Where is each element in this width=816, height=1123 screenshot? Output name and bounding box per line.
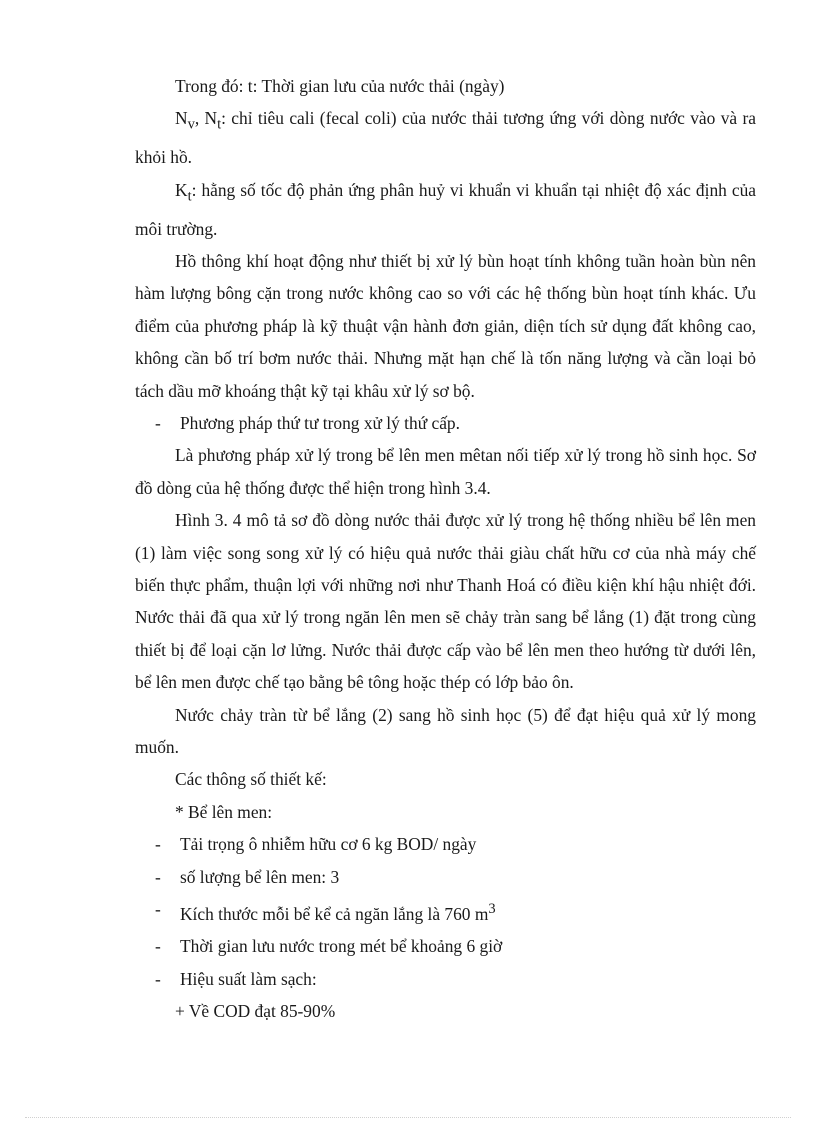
document-body <box>135 70 756 1028</box>
text: : hằng số tốc độ phản ứng phân huỷ vi khuẩn vi khuẩn tại nhiệt độ xác định của môi trường. <box>135 179 756 239</box>
line-where-t <box>135 70 756 102</box>
bullet-dash: - <box>155 936 161 957</box>
paragraph-aerated-lagoon: Hồ thông khí hoạt động như thiết bị xử lý bùn hoạt tính không tuần hoàn bùn nên hàm lượng bông cặn trong nước không cao so với các hệ thống bùn hoạt tính khác. Ưu điểm của phương pháp là kỹ thuật vận hành đơn giản, diện tích sử dụng đất không cao, không cần bố trí bơm nước thải. Nhưng mặt hạn chế là tốn năng lượng và cần loại bỏ tách dầu mỡ khoáng thật kỹ tại khâu xử lý sơ bộ. <box>135 250 756 401</box>
subscript: t <box>187 188 192 205</box>
bullet-item <box>135 828 756 860</box>
superscript: 3 <box>488 901 496 918</box>
page-bottom-divider <box>25 1117 791 1118</box>
bullet-dash: - <box>155 968 161 989</box>
bullet-item <box>135 930 756 962</box>
bullet-item <box>135 893 756 930</box>
cod-efficiency-line: + Về COD đạt 85-90% <box>175 1001 336 1022</box>
design-params-heading: Các thông số thiết kế: <box>175 769 327 790</box>
paragraph-methane-fermentation: Là phương pháp xử lý trong bể lên men mêtan nối tiếp xử lý trong hồ sinh học. Sơ đồ dòng của hệ thống được thể hiện trong hình 3.4. <box>135 445 756 498</box>
bullet-text: số lượng bể lên men: 3 <box>180 866 340 887</box>
bullet-text: Kích thước mỗi bể kể cả ngăn lắng là 760 m <box>180 903 489 924</box>
paragraph-overflow: Nước chảy tràn từ bể lắng (2) sang hồ sinh học (5) để đạt hiệu quả xử lý mong muốn. <box>135 704 756 758</box>
text: , N <box>194 108 218 129</box>
line-where-t-text: Trong đó: t: Thời gian lưu của nước thải (ngày) <box>175 76 505 96</box>
bullet-dash: - <box>155 413 161 433</box>
bullet-item <box>135 407 756 439</box>
bullet-dash: - <box>155 899 161 920</box>
subscript: v <box>187 116 195 133</box>
text: K <box>175 179 188 200</box>
subscript: t <box>217 116 222 133</box>
bullet-dash: - <box>155 834 161 855</box>
paragraph-nv-nt <box>135 102 756 173</box>
bullet-dash: - <box>155 866 161 887</box>
bullet-text: Thời gian lưu nước trong mét bể khoảng 6 giờ <box>180 936 503 957</box>
bullet-item <box>135 861 756 893</box>
text: N <box>175 108 188 129</box>
paragraph-figure-description: Hình 3. 4 mô tả sơ đồ dòng nước thải được xử lý trong hệ thống nhiều bể lên men (1) làm việc song song xử lý có hiệu quả nước thải giàu chất hữu cơ của nhà máy chế biến thực phẩm, thuận lợi với những nơi như Thanh Hoá có điều kiện khí hậu nhiệt đới. Nước thải đã qua xử lý trong ngăn lên men sẽ chảy tràn sang bể lắng (1) đặt trong cùng thiết bị để loại cặn lơ lửng. Nước thải được cấp vào bể lên men theo hướng từ dưới lên, bể lên men được chế tạo bằng bê tông hoặc thép có lớp bảo ôn. <box>135 510 756 693</box>
paragraph-kt <box>135 174 756 245</box>
bullet-item <box>135 963 756 995</box>
text: : chỉ tiêu cali (fecal coli) của nước thải tương ứng với dòng nước vào và ra khỏi hồ. <box>135 108 756 168</box>
bullet-text: Phương pháp thứ tư trong xử lý thứ cấp. <box>180 413 460 433</box>
bullet-text: Hiệu suất làm sạch: <box>180 968 317 989</box>
fermentation-tank-heading: * Bể lên men: <box>175 801 273 822</box>
bullet-text: Tải trọng ô nhiễm hữu cơ 6 kg BOD/ ngày <box>180 834 477 855</box>
